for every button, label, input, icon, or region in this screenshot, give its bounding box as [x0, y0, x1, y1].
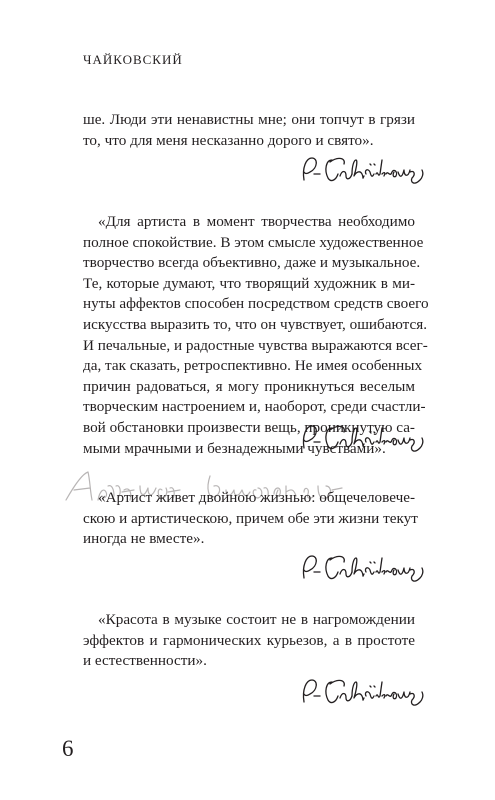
text-line: иногда не вместе».	[83, 530, 205, 548]
text-line: и естественности».	[83, 652, 207, 670]
text-line: И печальные, и радостные чувства выражаются всег-	[83, 336, 428, 354]
text-line: творческим настроением и, наоборот, среди счастли-	[83, 398, 426, 416]
running-header: ЧАЙКОВСКИЙ	[83, 52, 183, 67]
text-line: полное спокойствие. В этом смысле художественное	[83, 233, 424, 251]
text-fragment: : общечеловече-	[311, 489, 416, 506]
signature-image	[298, 672, 428, 714]
text-line: «Для артиста в момент творчества необходимо	[98, 213, 415, 230]
signature-image	[298, 150, 428, 192]
quote-paragraph	[83, 610, 415, 672]
text-line: то, что для меня несказанно дорого и свято».	[83, 131, 374, 149]
text-line: вой обстановки произвести вещь, проникнутую са-	[83, 418, 415, 436]
paragraph-continuation	[83, 110, 415, 151]
text-line: творчество всегда объективно, даже и музыкальное.	[83, 254, 421, 272]
quote-paragraph	[83, 488, 418, 550]
page-number: 6	[62, 736, 74, 761]
text-line: причин радоваться, я могу проникнуться веселым	[83, 377, 415, 395]
text-line: нуты аффектов способен посредством средств своего	[83, 295, 429, 313]
highlighted-phrase: «Артист живет двойною жизнью	[98, 489, 312, 506]
text-line	[83, 488, 415, 509]
text-line: скою и артистическою, причем обе эти жизни текут	[83, 509, 418, 527]
text-line: «Красота в музыке состоит не в нагромождении	[98, 611, 415, 628]
text-line: ше. Люди эти ненавистны мне; они топчут в грязи	[83, 111, 415, 128]
signature-image	[298, 548, 428, 590]
signature-image	[298, 418, 428, 460]
text-line: да, так сказать, ретроспективно. Не имея особенных	[83, 357, 423, 375]
text-line: мыми мрачными и безнадежными чувствами».	[83, 439, 386, 457]
text-line: Те, которые думают, что творящий художник в ми-	[83, 274, 415, 292]
text-line: эффектов и гармонических курьезов, а в простоте	[83, 631, 415, 649]
text-line: искусства выразить то, что он чувствует, ошибаются.	[83, 315, 428, 333]
